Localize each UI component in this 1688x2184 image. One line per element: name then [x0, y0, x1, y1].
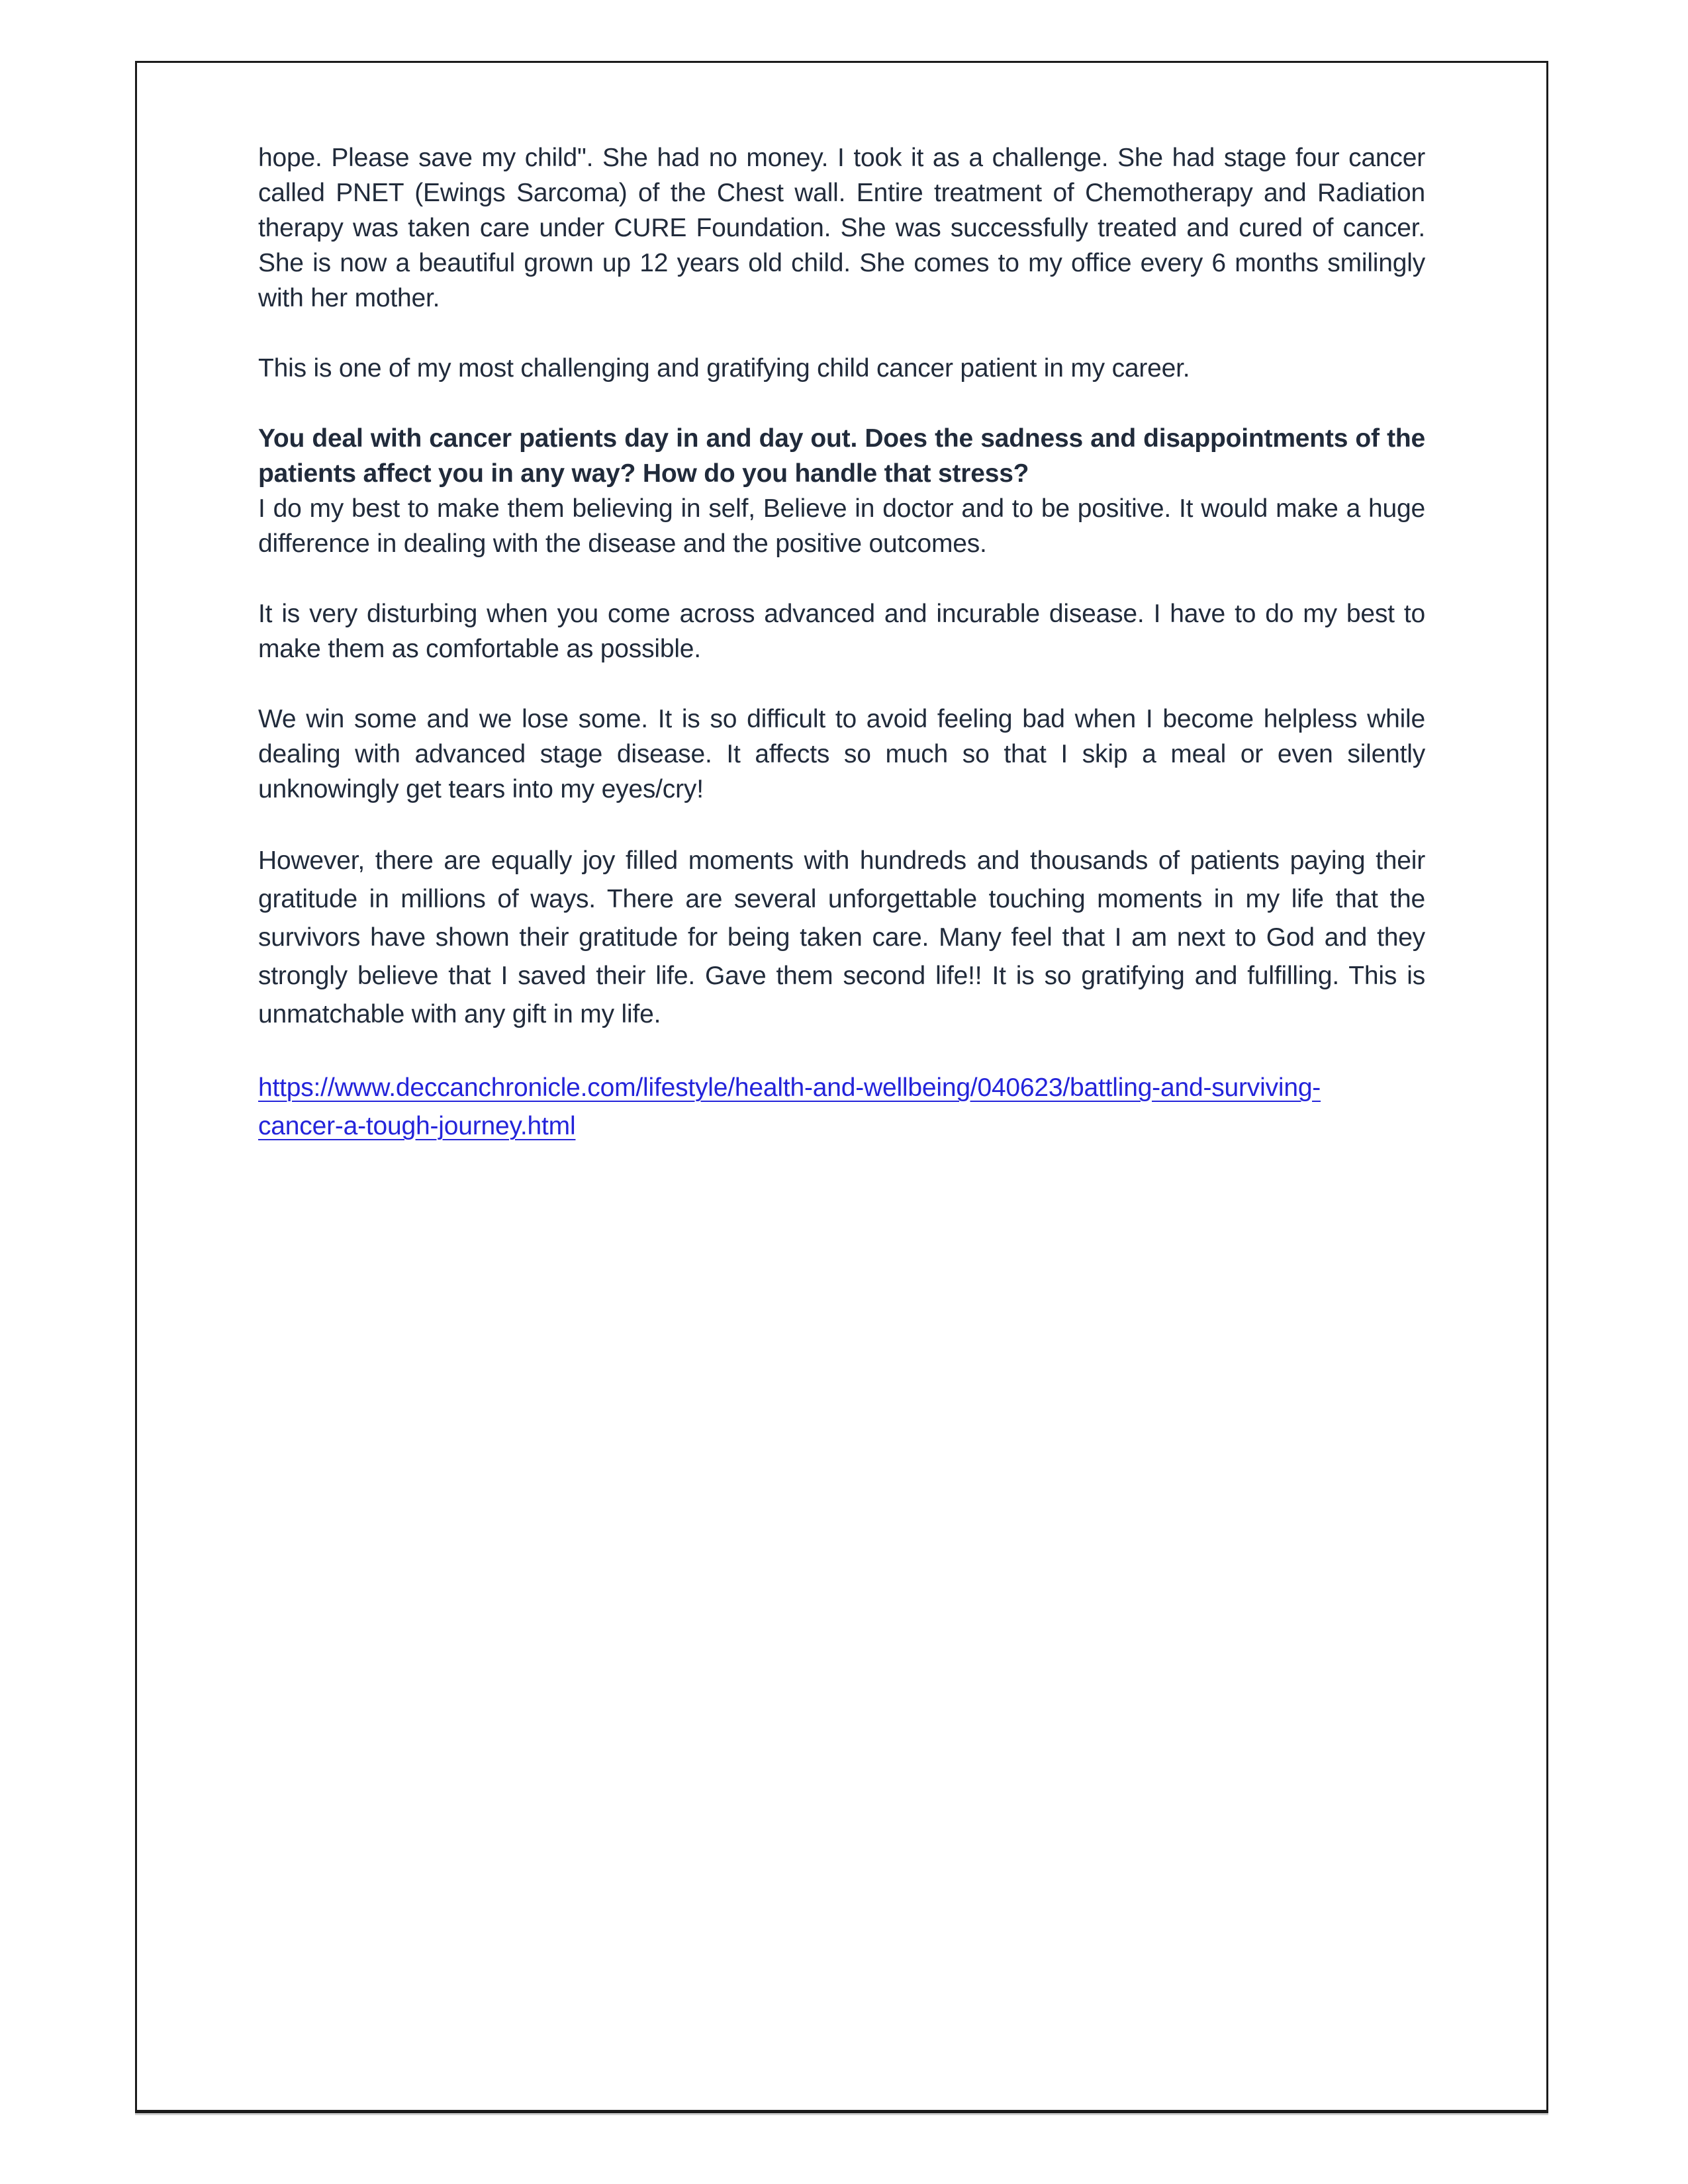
source-link-line-2: cancer-a-tough-journey.html [258, 1112, 576, 1140]
source-link[interactable] [258, 1069, 1425, 1146]
paragraph-answer-positivity: I do my best to make them believing in self, Believe in doctor and to be positive. It would make a huge difference in dealing with the disease and the positive outcomes. [258, 494, 1425, 558]
paragraph-joy-moments: However, there are equally joy filled moments with hundreds and thousands of patients paying their gratitude in millions of ways. There are several unforgettable touching moments in my life that the survivors have shown their gratitude for being taken care. Many feel that I am next to God and they strongly believe that I saved their life. Gave them second life!! It is so gratifying and fulfilling. This is unmatchable with any gift in my life. [258, 846, 1425, 1028]
source-link-paragraph [258, 1069, 1425, 1146]
document-body [258, 140, 1425, 1146]
paragraph-win-lose: We win some and we lose some. It is so difficult to avoid feeling bad when I become helpless while dealing with advanced stage disease. It affects so much so that I skip a meal or even silently unknowingly get tears into my eyes/cry! [258, 705, 1425, 803]
paragraph-patient-story: hope. Please save my child". She had no money. I took it as a challenge. She had stage four cancer called PNET (Ewings Sarcoma) of the Chest wall. Entire treatment of Chemotherapy and Radiation therapy was taken care under CURE Foundation. She was successfully treated and cured of cancer. She is now a beautiful grown up 12 years old child. She comes to my office every 6 months smilingly with her mother. [258, 144, 1425, 312]
source-link-line-1: https://www.deccanchronicle.com/lifestyle/health-and-wellbeing/040623/battling-and-surviving- [258, 1073, 1321, 1102]
paragraph-disturbing-disease: It is very disturbing when you come across advanced and incurable disease. I have to do my best to make them as comfortable as possible. [258, 600, 1425, 663]
interview-question: You deal with cancer patients day in and day out. Does the sadness and disappointments of the patients affect you in any way? How do you handle that stress? [258, 424, 1425, 488]
paragraph-career-note: This is one of my most challenging and gratifying child cancer patient in my career. [258, 354, 1190, 383]
